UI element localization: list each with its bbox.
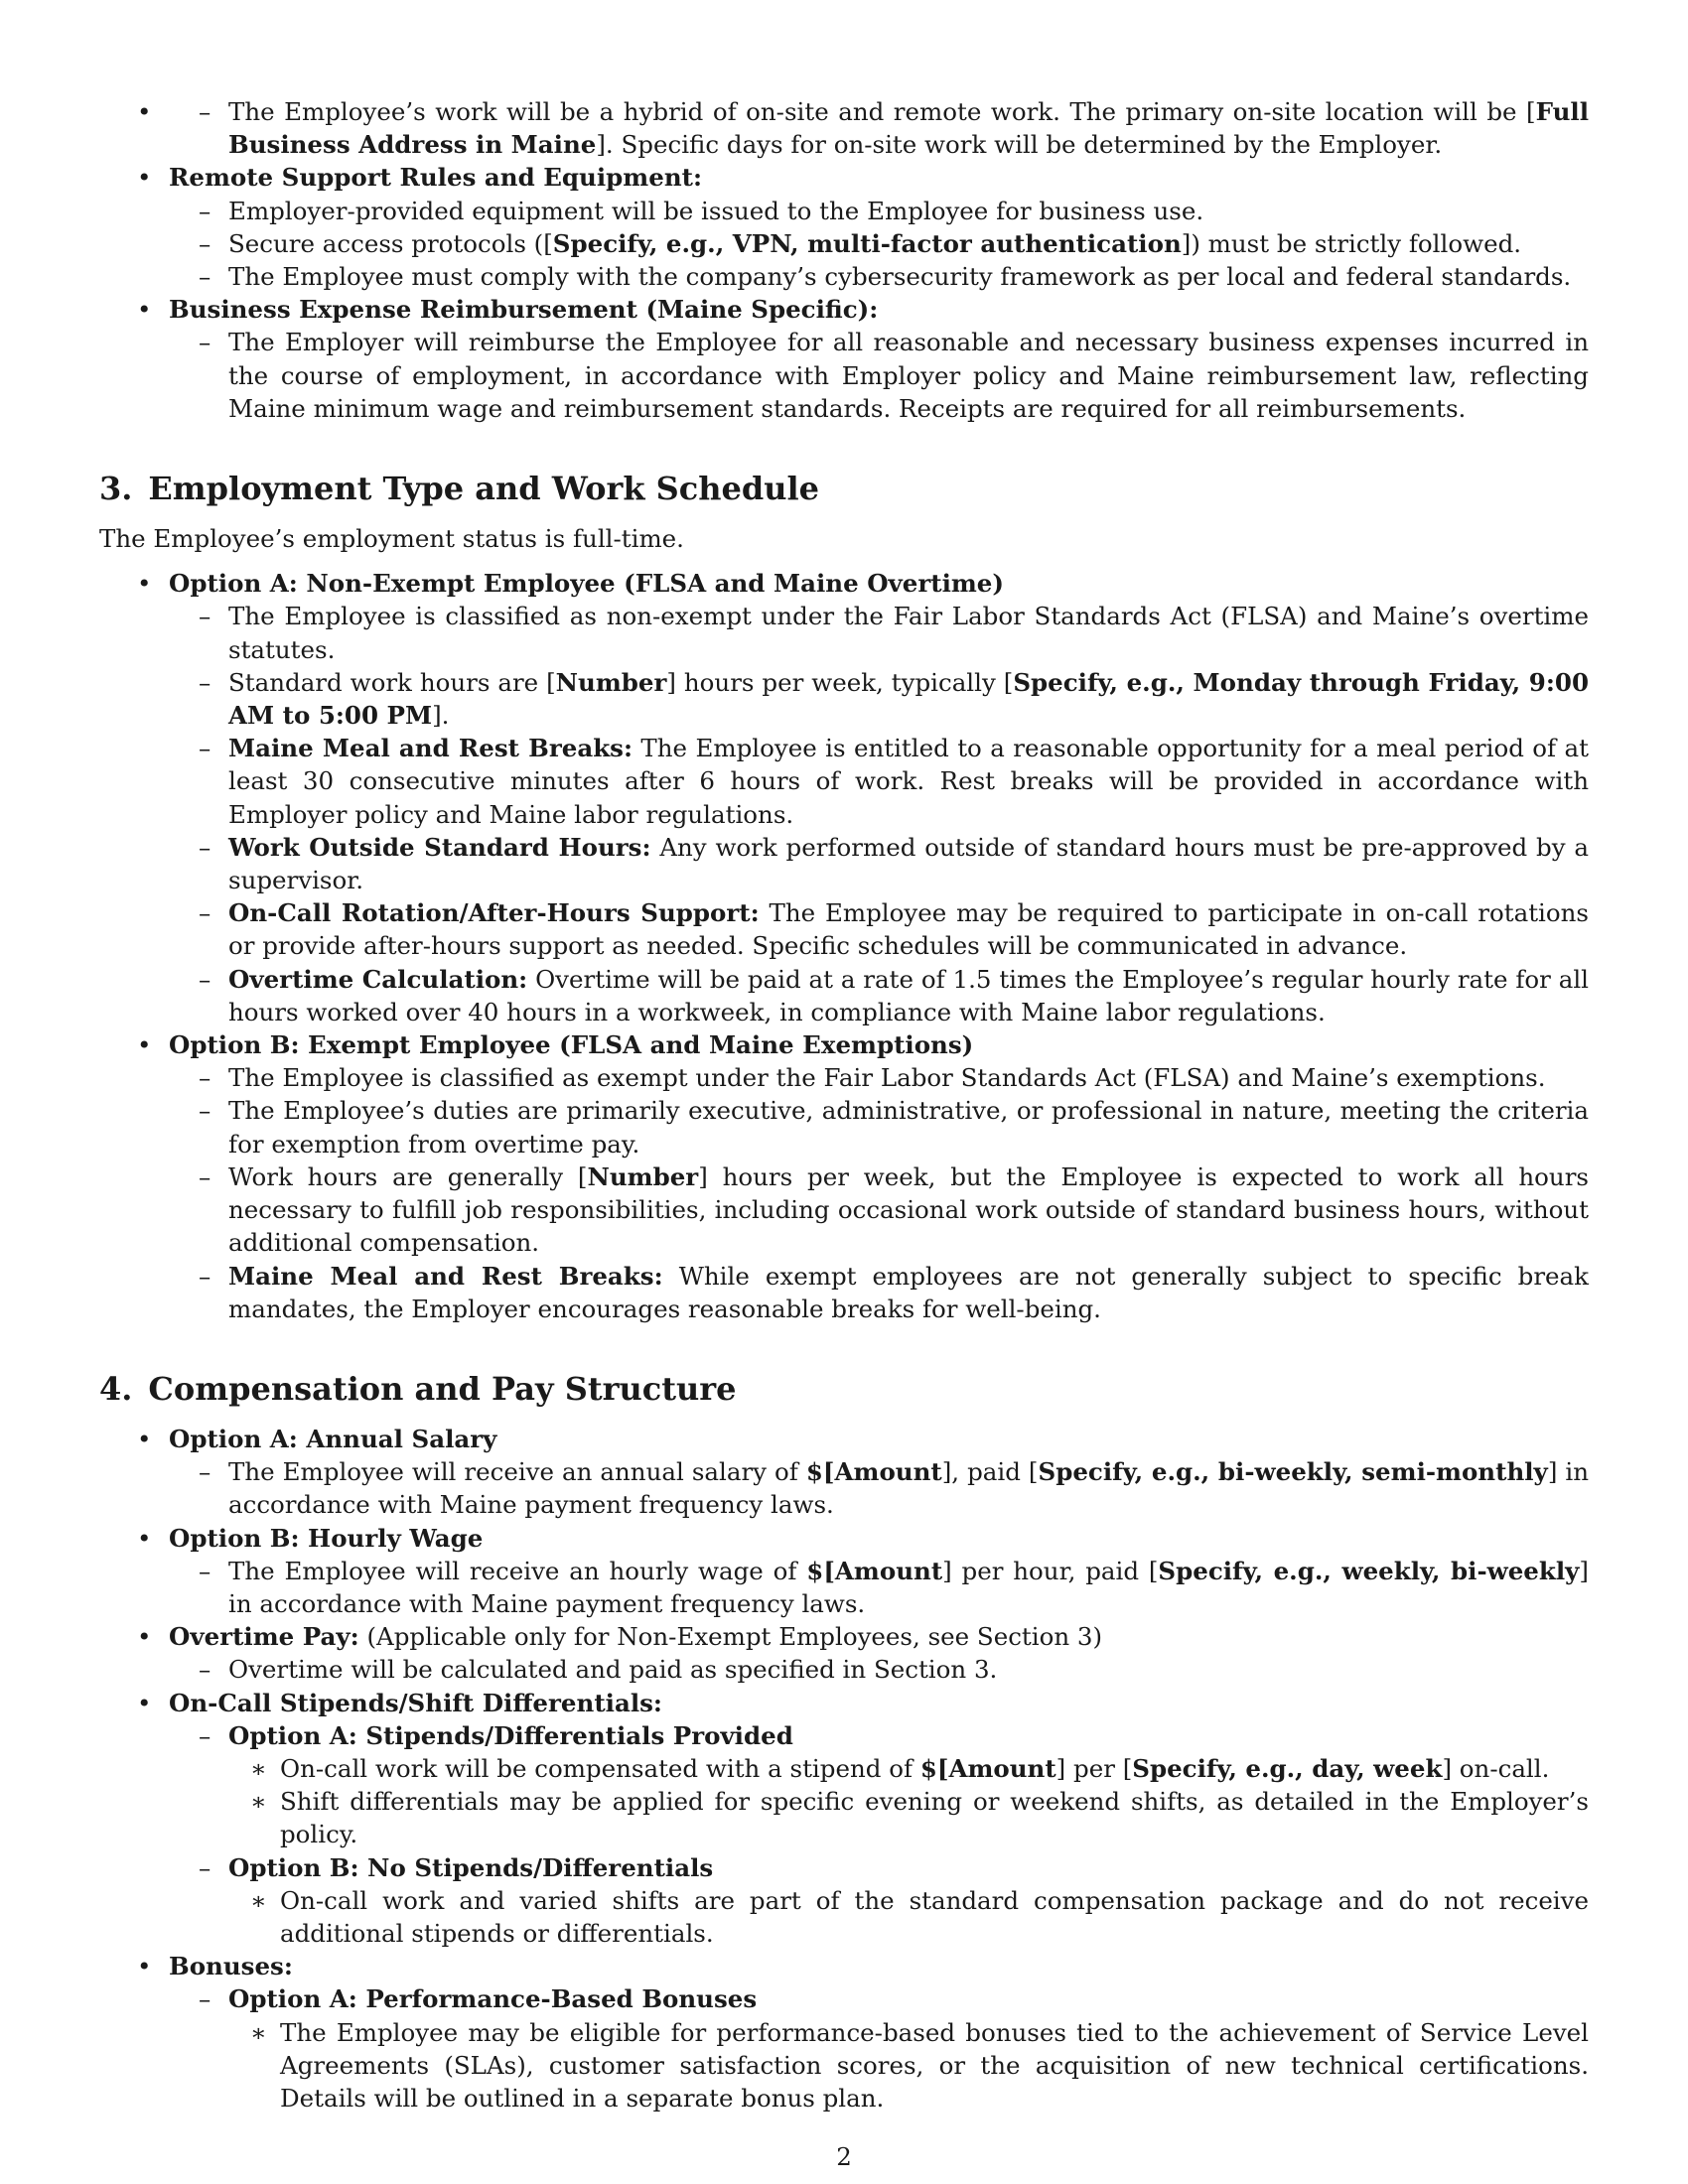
annual-salary-heading: Option A: Annual Salary [169, 1424, 497, 1453]
bonus-option-a: – Option A: Performance-Based Bonuses ∗ The Employee may be eligible for performance-based bonuses tied to the achievement of Service Level Agreements (SLAs), customer satisfaction scores, or the acquisition of new technical certifications. Details will be outlined in a separate bonus plan. [169, 1982, 1589, 2115]
option-b-exempt [99, 1028, 1589, 1325]
on-call-option-b-list [228, 1884, 1589, 1950]
bonus-option-a-list [228, 2016, 1589, 2116]
expense-heading: Business Expense Reimbursement (Maine Specific): [169, 295, 879, 325]
on-call-heading: On-Call Stipends/Shift Differentials: [169, 1688, 662, 1717]
hourly-wage-sublist [169, 1555, 1589, 1620]
list-item: – The Employee must comply with the company’s cybersecurity framework as per local and federal standards. [169, 260, 1589, 293]
option-a-nonexempt [99, 567, 1589, 1028]
remote-support-sublist [169, 195, 1589, 294]
on-call-sublist [169, 1719, 1589, 1950]
top-list [99, 95, 1589, 425]
hourly-wage-heading: Option B: Hourly Wage [169, 1523, 484, 1553]
overtime-pay-heading: Overtime Pay: [169, 1622, 359, 1652]
option-a-sublist [169, 600, 1589, 1028]
list-item: – On-Call Rotation/After-Hours Support: The Employee may be required to participate in on-call rotations or provide after-hours support as needed. Specific schedules will be communicated in advance. [169, 896, 1589, 962]
bonuses-heading: Bonuses: [169, 1952, 293, 1981]
annual-salary-sublist [169, 1455, 1589, 1521]
document-page [99, 95, 1589, 2115]
option-b-heading: Option B: Exempt Employee (FLSA and Maine Exemptions) [169, 1030, 974, 1060]
on-call-option-a: – Option A: Stipends/Differentials Provided ∗ On-call work will be compensated with a stipend of $[Amount] per [Specify, e.g., day, week] on-call. ∗ Shift differentials may be applied for specific evening or weekend shifts, as detailed in the Employer’s policy. [169, 1719, 1589, 1851]
list-item: – The Employee is classified as non-exempt under the Fair Labor Standards Act (FLSA) and Maine’s overtime statutes. [169, 600, 1589, 665]
overtime-pay-item: • Overtime Pay: (Applicable only for Non-Exempt Employees, see Section 3) – Overtime will be calculated and paid as specified in Section 3. [99, 1620, 1589, 1686]
hybrid-work-item: – • The Employee’s work will be a hybrid of on-site and remote work. The primary on-site location will be [Full Business Address in Maine]. Specific days for on-site work will be determined by the Employer. [169, 95, 1589, 161]
list-item: – Employer-provided equipment will be issued to the Employee for business use. [169, 195, 1589, 227]
option-b-sublist [169, 1061, 1589, 1325]
list-item: – Maine Meal and Rest Breaks: While exempt employees are not generally subject to specific break mandates, the Employer encourages reasonable breaks for well-being. [169, 1260, 1589, 1325]
expense-sublist [169, 326, 1589, 425]
list-item: – The Employee will receive an annual salary of $[Amount], paid [Specify, e.g., bi-weekly, semi-monthly] in accordance with Maine payment frequency laws. [169, 1455, 1589, 1521]
on-call-option-b: – Option B: No Stipends/Differentials ∗ On-call work and varied shifts are part of the standard compensation package and do not receive additional stipends or differentials. [169, 1851, 1589, 1951]
list-item: – The Employee will receive an hourly wage of $[Amount] per hour, paid [Specify, e.g., weekly, bi-weekly] in accordance with Maine payment frequency laws. [169, 1555, 1589, 1620]
list-item: – Work Outside Standard Hours: Any work performed outside of standard hours must be pre-approved by a supervisor. [169, 831, 1589, 896]
remote-support-heading: Remote Support Rules and Equipment: [169, 163, 702, 193]
bonuses-sublist [169, 1982, 1589, 2115]
section-3-title: 3. Employment Type and Work Schedule [99, 470, 820, 508]
list-item: – Work hours are generally [Number] hours per week, but the Employee is expected to work all hours necessary to fulfill job responsibilities, including occasional work outside of standard business hours, without additional compensation. [169, 1160, 1589, 1260]
remote-support-item [99, 161, 1589, 293]
list-item: – Maine Meal and Rest Breaks: The Employee is entitled to a reasonable opportunity for a meal period of at least 30 consecutive minutes after 6 hours of work. Rest breaks will be provided in accordance with Employer policy and Maine labor regulations. [169, 732, 1589, 831]
list-item: – Overtime Calculation: Overtime will be paid at a rate of 1.5 times the Employee’s regular hourly rate for all hours worked over 40 hours in a workweek, in compliance with Maine labor regulations. [169, 963, 1589, 1028]
list-item: – The Employer will reimburse the Employee for all reasonable and necessary business expenses incurred in the course of employment, in accordance with Employer policy and Maine reimbursement law, reflecting Maine minimum wage and reimbursement standards. Receipts are required for all reimbursements. [169, 326, 1589, 425]
bonuses-item [99, 1950, 1589, 2115]
list-item: – Overtime will be calculated and paid as specified in Section 3. [169, 1653, 1589, 1686]
on-call-option-a-list [228, 1752, 1589, 1851]
hybrid-sublist [99, 95, 1589, 161]
list-item: ∗ The Employee may be eligible for performance-based bonuses tied to the achievement of Service Level Agreements (SLAs), customer satisfaction scores, or the acquisition of new technical certifications. Details will be outlined in a separate bonus plan. [228, 2016, 1589, 2116]
overtime-pay-sublist [169, 1653, 1589, 1686]
section-4-title: 4. Compensation and Pay Structure [99, 1369, 737, 1408]
continued-item [99, 95, 1589, 161]
list-item: – The Employee’s duties are primarily executive, administrative, or professional in nature, meeting the criteria for exemption from overtime pay. [169, 1094, 1589, 1160]
list-item: – The Employee is classified as exempt under the Fair Labor Standards Act (FLSA) and Maine’s exemptions. [169, 1061, 1589, 1094]
list-item: – Secure access protocols ([Specify, e.g., VPN, multi-factor authentication]) must be strictly followed. [169, 227, 1589, 260]
on-call-item [99, 1687, 1589, 1951]
section-3-list [99, 567, 1589, 1325]
section-3-intro: The Employee’s employment status is full-time. [99, 524, 684, 554]
list-item: ∗ On-call work will be compensated with a stipend of $[Amount] per [Specify, e.g., day, week] on-call. [228, 1752, 1589, 1785]
annual-salary-item [99, 1423, 1589, 1522]
option-a-heading: Option A: Non-Exempt Employee (FLSA and Maine Overtime) [169, 569, 1004, 599]
hourly-wage-item [99, 1522, 1589, 1621]
page-number: 2 [836, 2142, 852, 2171]
section-4-list [99, 1423, 1589, 2115]
expense-item [99, 293, 1589, 425]
list-item: – Standard work hours are [Number] hours per week, typically [Specify, e.g., Monday through Friday, 9:00 AM to 5:00 PM]. [169, 666, 1589, 732]
list-item: ∗ On-call work and varied shifts are part of the standard compensation package and do not receive additional stipends or differentials. [228, 1884, 1589, 1950]
list-item: ∗ Shift differentials may be applied for specific evening or weekend shifts, as detailed in the Employer’s policy. [228, 1785, 1589, 1850]
